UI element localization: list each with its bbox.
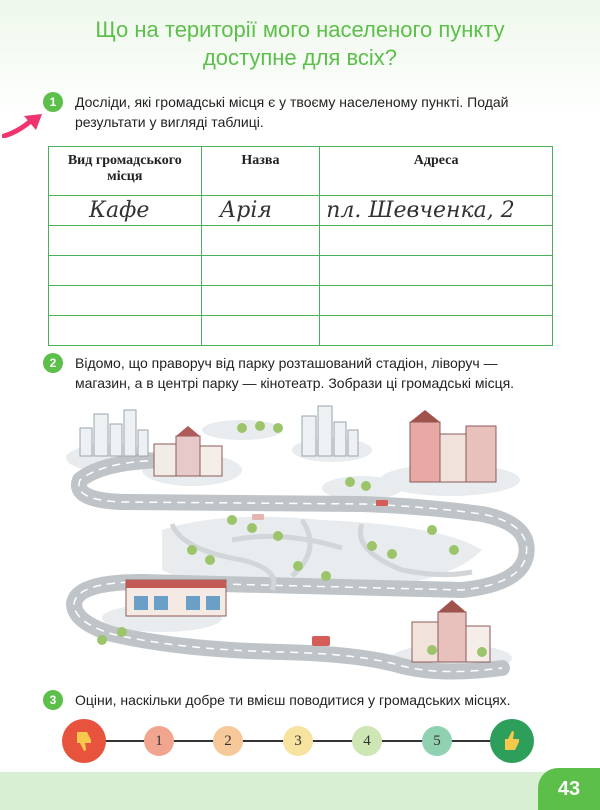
table-row <box>49 196 553 226</box>
header-place-type-line-1: Вид громадського <box>67 153 182 168</box>
thumb-up-icon[interactable] <box>490 719 534 763</box>
page-number: 43 <box>538 768 600 810</box>
task-3-text: Оціни, наскільки добре ти вмієш поводитися у громадських місцях. <box>75 692 511 708</box>
table-row <box>49 286 553 316</box>
empty-cell[interactable] <box>201 226 320 256</box>
header-name: Назва <box>201 147 320 196</box>
skyscrapers-center <box>302 406 358 456</box>
title-line-1: Що на території мого населеного пункту <box>95 17 505 42</box>
title-line-2: доступне для всіх? <box>202 45 398 70</box>
empty-cell[interactable] <box>49 256 202 286</box>
table-row <box>49 226 553 256</box>
empty-cell[interactable] <box>201 316 320 346</box>
header-address: Адреса <box>320 147 553 196</box>
empty-cell[interactable] <box>320 316 553 346</box>
empty-cell[interactable] <box>201 256 320 286</box>
thumb-down-icon[interactable] <box>62 719 106 763</box>
shop-building <box>126 580 226 616</box>
header-place-type <box>49 147 202 196</box>
task-number-1: 1 <box>43 92 63 112</box>
rating-1[interactable]: 1 <box>144 726 174 756</box>
rating-4[interactable]: 4 <box>352 726 382 756</box>
rating-5[interactable]: 5 <box>422 726 452 756</box>
cell-place-type[interactable]: Кафе <box>49 196 202 226</box>
empty-cell[interactable] <box>320 226 553 256</box>
task-2-line-2: магазин, а в центрі парку — кінотеатр. Зобрази ці громадські місця. <box>75 375 515 391</box>
task-1-line-1: Досліди, які громадські місця є у твоєму населеному пункті. Подай <box>75 94 509 110</box>
task-number-2: 2 <box>43 353 63 373</box>
cell-name[interactable]: Арія <box>201 196 320 226</box>
empty-cell[interactable] <box>49 226 202 256</box>
public-places-table <box>48 146 553 346</box>
empty-cell[interactable] <box>201 286 320 316</box>
empty-cell[interactable] <box>49 286 202 316</box>
table-row <box>49 256 553 286</box>
table-header-row <box>49 147 553 196</box>
cell-address[interactable]: пл. Шевченка, 2 <box>320 196 553 226</box>
task-1-text <box>75 92 509 132</box>
header-place-type-line-2: місця <box>107 169 143 184</box>
task-number-3: 3 <box>43 690 63 710</box>
empty-cell[interactable] <box>320 286 553 316</box>
task-2-line-1: Відомо, що праворуч від парку розташований стадіон, ліворуч — <box>75 355 498 371</box>
empty-cell[interactable] <box>320 256 553 286</box>
footer-band <box>0 772 600 810</box>
task-2-text <box>75 353 514 393</box>
rating-2[interactable]: 2 <box>213 726 243 756</box>
skyscrapers-left <box>80 410 148 456</box>
task-1-line-2: результати у вигляді таблиці. <box>75 114 264 130</box>
rating-3[interactable]: 3 <box>283 726 313 756</box>
town-map-illustration <box>62 400 538 682</box>
self-rating-scale <box>58 714 538 770</box>
table-row <box>49 316 553 346</box>
page-title <box>0 16 600 72</box>
pink-arrow-icon <box>2 112 46 138</box>
houses-top-right <box>410 410 496 482</box>
empty-cell[interactable] <box>49 316 202 346</box>
